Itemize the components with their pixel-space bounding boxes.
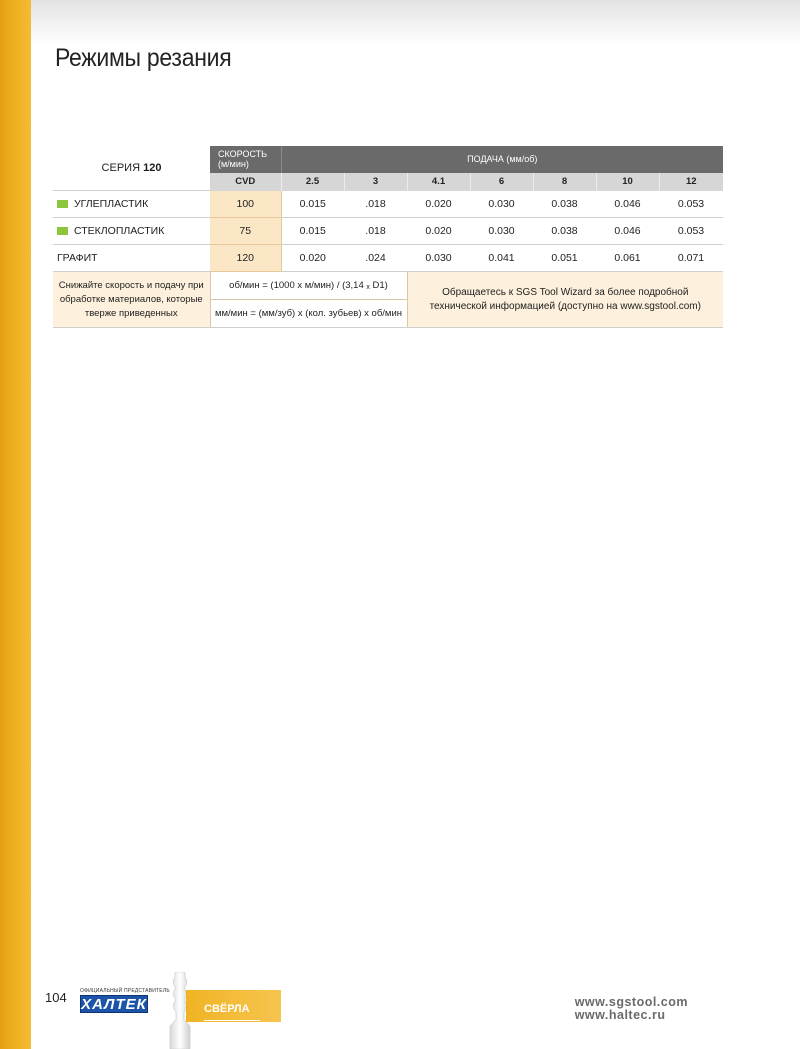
page-title: Режимы резания bbox=[55, 44, 232, 72]
category-label: СВЁРЛА bbox=[204, 1003, 250, 1015]
category-underline bbox=[204, 1020, 260, 1021]
footer-urls bbox=[575, 996, 688, 1022]
feed-value: 0.053 bbox=[659, 191, 723, 218]
diameter-header: 3 bbox=[344, 173, 407, 191]
diameter-header: 6 bbox=[470, 173, 533, 191]
diameter-header: 12 bbox=[659, 173, 723, 191]
table-row bbox=[53, 245, 723, 272]
feed-value: 0.015 bbox=[281, 218, 344, 245]
feed-value: 0.030 bbox=[470, 218, 533, 245]
feed-value: 0.020 bbox=[407, 191, 470, 218]
table-row bbox=[53, 218, 723, 245]
feed-value: 0.020 bbox=[281, 245, 344, 272]
logo-caption: ОФИЦИАЛЬНЫЙ ПРЕДСТАВИТЕЛЬ bbox=[80, 988, 170, 994]
category-tab bbox=[186, 990, 281, 1022]
coating-header: CVD bbox=[210, 173, 281, 191]
diameter-header: 10 bbox=[596, 173, 659, 191]
feed-value: .018 bbox=[344, 191, 407, 218]
top-gradient bbox=[31, 0, 800, 46]
cutting-modes-table bbox=[53, 146, 723, 328]
feed-value: 0.038 bbox=[533, 191, 596, 218]
series-header bbox=[53, 146, 210, 191]
sgstool-url: www.sgstool.com bbox=[574, 995, 688, 1009]
feed-value: .024 bbox=[344, 245, 407, 272]
feed-value: 0.038 bbox=[533, 218, 596, 245]
material-name: ГРАФИТ bbox=[57, 252, 98, 264]
feed-value: 0.030 bbox=[470, 191, 533, 218]
table-row bbox=[53, 191, 723, 218]
material-cell bbox=[53, 218, 210, 245]
rpm-formula-suffix: D1) bbox=[372, 280, 388, 291]
diameter-header: 8 bbox=[533, 173, 596, 191]
haltec-url: www.haltec.ru bbox=[574, 1008, 666, 1022]
material-swatch bbox=[57, 227, 68, 235]
speed-header: СКОРОСТЬ (м/мин) bbox=[210, 146, 281, 173]
tool-wizard-info: Обращаетесь к SGS Tool Wizard за более подробной технической информацией (доступно на www.sgstool.com) bbox=[407, 272, 723, 328]
feed-formula: мм/мин = (мм/зуб) x (кол. зубьев) x об/мин bbox=[210, 300, 407, 328]
material-swatch bbox=[57, 200, 68, 208]
speed-value: 100 bbox=[210, 191, 281, 218]
side-color-bar bbox=[0, 0, 31, 1049]
diameter-header: 4.1 bbox=[407, 173, 470, 191]
rpm-formula-x: x bbox=[366, 284, 370, 291]
rpm-formula-prefix: об/мин = (1000 x м/мин) / (3,14 bbox=[229, 280, 364, 291]
feed-value: 0.041 bbox=[470, 245, 533, 272]
feed-value: 0.046 bbox=[596, 191, 659, 218]
feed-value: 0.051 bbox=[533, 245, 596, 272]
material-name: СТЕКЛОПЛАСТИК bbox=[74, 225, 165, 237]
series-label: СЕРИЯ bbox=[101, 162, 141, 174]
feed-value: 0.053 bbox=[659, 218, 723, 245]
haltec-logo: ХАЛТЕК bbox=[81, 996, 147, 1013]
feed-value: 0.071 bbox=[659, 245, 723, 272]
feed-value: 0.046 bbox=[596, 218, 659, 245]
feed-header: ПОДАЧА (мм/об) bbox=[281, 146, 723, 173]
page-number: 104 bbox=[45, 990, 67, 1005]
reduce-speed-note: Снижайте скорость и подачу при обработке материалов, которые тверже приведенных bbox=[53, 272, 210, 328]
cutting-modes-table-wrapper bbox=[53, 146, 723, 328]
material-cell bbox=[53, 191, 210, 218]
diameter-header: 2.5 bbox=[281, 173, 344, 191]
feed-value: .018 bbox=[344, 218, 407, 245]
feed-value: 0.030 bbox=[407, 245, 470, 272]
series-number: 120 bbox=[143, 162, 162, 174]
material-name: УГЛЕПЛАСТИК bbox=[74, 198, 149, 210]
material-cell bbox=[53, 245, 210, 272]
feed-value: 0.020 bbox=[407, 218, 470, 245]
speed-value: 75 bbox=[210, 218, 281, 245]
feed-value: 0.061 bbox=[596, 245, 659, 272]
speed-value: 120 bbox=[210, 245, 281, 272]
rpm-formula bbox=[210, 272, 407, 300]
feed-value: 0.015 bbox=[281, 191, 344, 218]
